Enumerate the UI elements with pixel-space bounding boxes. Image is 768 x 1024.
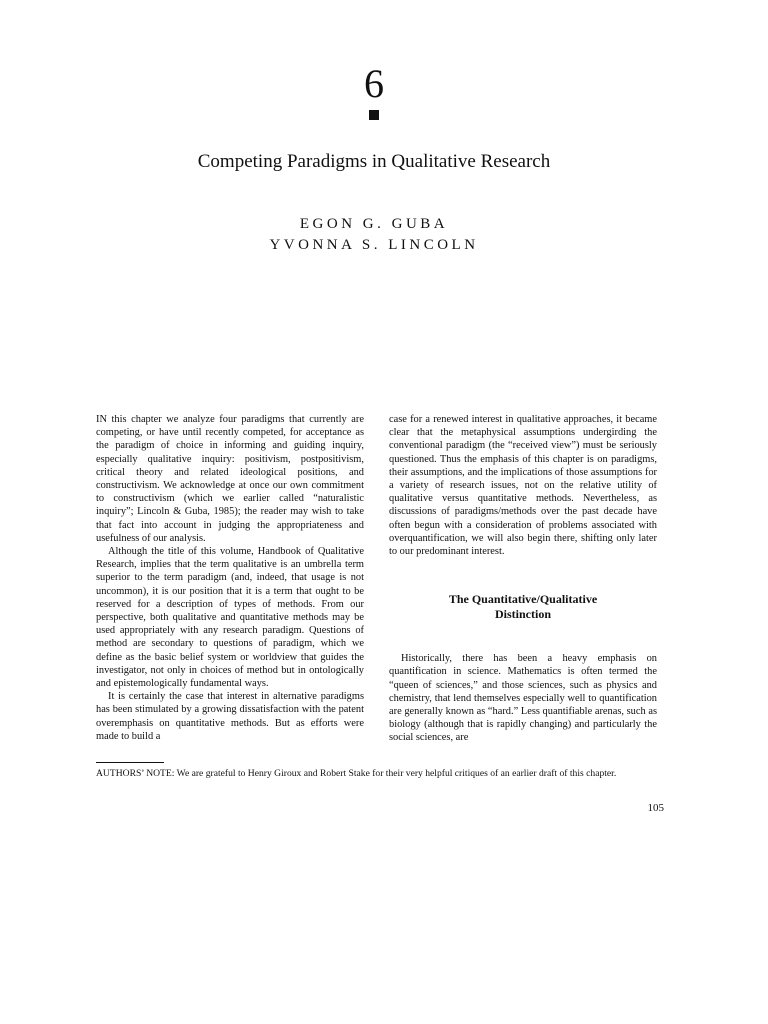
chapter-title: Competing Paradigms in Qualitative Research xyxy=(197,151,551,172)
authors-note-footnote: AUTHORS’ NOTE: We are grateful to Henry Giroux and Robert Stake for their very helpful critiques of an earlier draft of this chapter. xyxy=(96,768,617,779)
paragraph: case for a renewed interest in qualitative approaches, it became clear that the metaphysical assumptions undergirding the conventional paradigm (the “received view”) must be seriously questioned. Thus the emphasis of this chapter is on paradigms, their assumptions, and the implications of those assumptions for a variety of research issues, not on the relative utility of qualitative versus quantitative methods. Nevertheless, as discussions of paradigms/methods over the past decade have often begun with a consideration of problems associated with overquantification, we will also begin there, shifting only later to our predominant interest. xyxy=(389,414,657,558)
section-heading xyxy=(389,592,657,622)
paragraph: Historically, there has been a heavy emphasis on quantification in science. Mathematics is often termed the “queen of sciences,” and those sciences, such as physics and chemistry, that lend themselves especially well to quantification are generally known as “hard.” Less quantifiable arenas, such as biology (although that is rapidly changing) and particularly the social sciences, are xyxy=(389,653,657,744)
paragraph: IN this chapter we analyze four paradigms that currently are competing, or have until recently competed, for acceptance as the paradigm of choice in informing and guiding inquiry, especially qualitative inquiry: positivism, postpositivism, critical theory and related ideological positions, and constructivism. We acknowledge at once our own commitment to constructivism (which we earlier called “naturalistic inquiry”; Lincoln & Guba, 1985); the reader may wish to take that fact into account in judging the appropriateness and usefulness of our analysis. xyxy=(96,414,364,544)
chapter-number: 6 xyxy=(364,61,384,106)
author-name: EGON G. GUBA xyxy=(299,216,449,232)
author-name: YVONNA S. LINCOLN xyxy=(269,237,479,253)
paragraph: It is certainly the case that interest in alternative paradigms has been stimulated by a growing dissatisfaction with the patent overemphasis on quantitative methods. But as efforts were made to build a xyxy=(96,691,364,742)
page-number: 105 xyxy=(647,802,664,814)
footnote-divider xyxy=(96,762,164,763)
paragraph: Although the title of this volume, Handbook of Qualitative Research, implies that the term qualitative is an umbrella term superior to the term paradigm (and, indeed, that usage is not uncommon), it is our position that it is a term that ought to be reserved for a description of types of methods. From our perspective, both qualitative and quantitative methods may be used appropriately with any research paradigm. Questions of method are secondary to questions of paradigm, which we define as the basic belief system or worldview that guides the investigator, not only in choices of method but in ontologically and epistemologically fundamental ways. xyxy=(96,546,364,690)
chapter-ornament xyxy=(369,110,379,120)
section-heading-line: The Quantitative/Qualitative xyxy=(448,592,598,607)
right-text-column xyxy=(389,413,657,745)
section-heading-line: Distinction xyxy=(494,607,551,622)
left-text-column xyxy=(96,413,364,743)
